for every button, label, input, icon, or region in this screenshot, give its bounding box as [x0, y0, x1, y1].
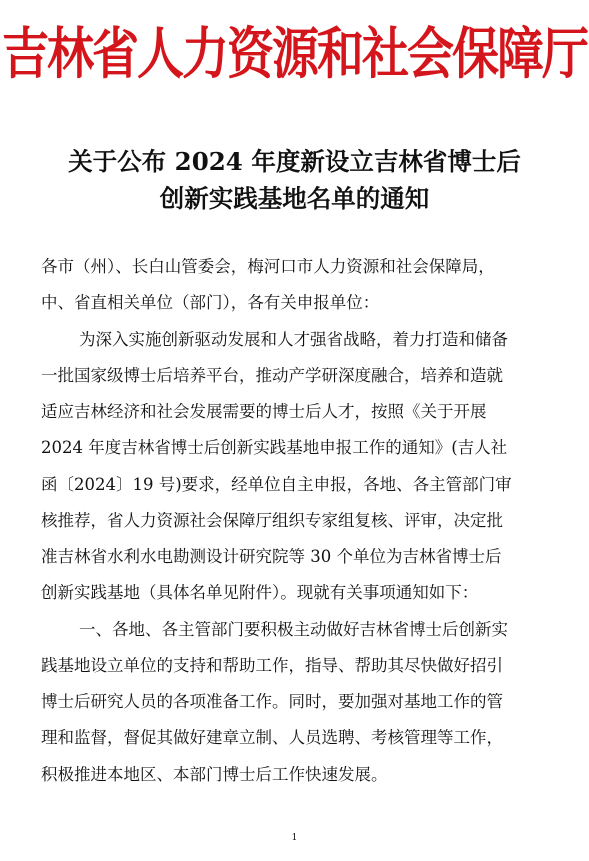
body-line-para1-4: 2024 年度吉林省博士后创新实践基地申报工作的通知》(吉人社 — [41, 438, 508, 457]
body-line-para1-3: 适应吉林经济和社会发展需要的博士后人才，按照《关于开展 — [41, 402, 487, 421]
body-line-para1-1: 为深入实施创新驱动发展和人才强省战略，着力打造和储备 — [79, 330, 508, 349]
body-line-para2-4: 理和监督，督促其做好建章立制、人员选聘、考核管理等工作， — [41, 728, 503, 747]
body-line-para2-2: 践基地设立单位的支持和帮助工作，指导、帮助其尽快做好招引 — [41, 656, 503, 675]
body-line-para1-2: 一批国家级博士后培养平台，推动产学研深度融合，培养和造就 — [41, 366, 503, 385]
body-line-para2-3: 博士后研究人员的各项准备工作。同时，要加强对基地工作的管 — [41, 692, 503, 711]
body-line-para1-7: 准吉林省水利水电勘测设计研究院等 30 个单位为吉林省博士后 — [41, 547, 502, 566]
body-line-para1-8: 创新实践基地（具体名单见附件）。现就有关事项通知如下： — [41, 583, 479, 602]
body-line-para2-1: 一、各地、各主管部门要积极主动做好吉林省博士后创新实 — [79, 620, 508, 639]
page-number: 1 — [291, 833, 298, 843]
body-line-para1-6: 核推荐，省人力资源社会保障厅组织专家组复核、评审，决定批 — [41, 511, 503, 530]
document-title-line-1: 关于公布 2024 年度新设立吉林省博士后 — [68, 147, 521, 176]
masthead-title: 吉林省人力资源和社会保障厅 — [2, 22, 587, 88]
body-line-addressee-1: 各市（州）、长白山管委会，梅河口市人力资源和社会保障局， — [41, 257, 495, 276]
document-title-line-2: 创新实践基地名单的通知 — [159, 184, 430, 213]
body-line-para2-5: 积极推进本地区、本部门博士后工作快速发展。 — [41, 765, 388, 784]
body-line-addressee-2: 中、省直相关单位（部门），各有关申报单位： — [41, 293, 380, 312]
body-line-para1-5: 函〔2024〕19 号)要求，经单位自主申报，各地、各主管部门审 — [41, 475, 512, 494]
